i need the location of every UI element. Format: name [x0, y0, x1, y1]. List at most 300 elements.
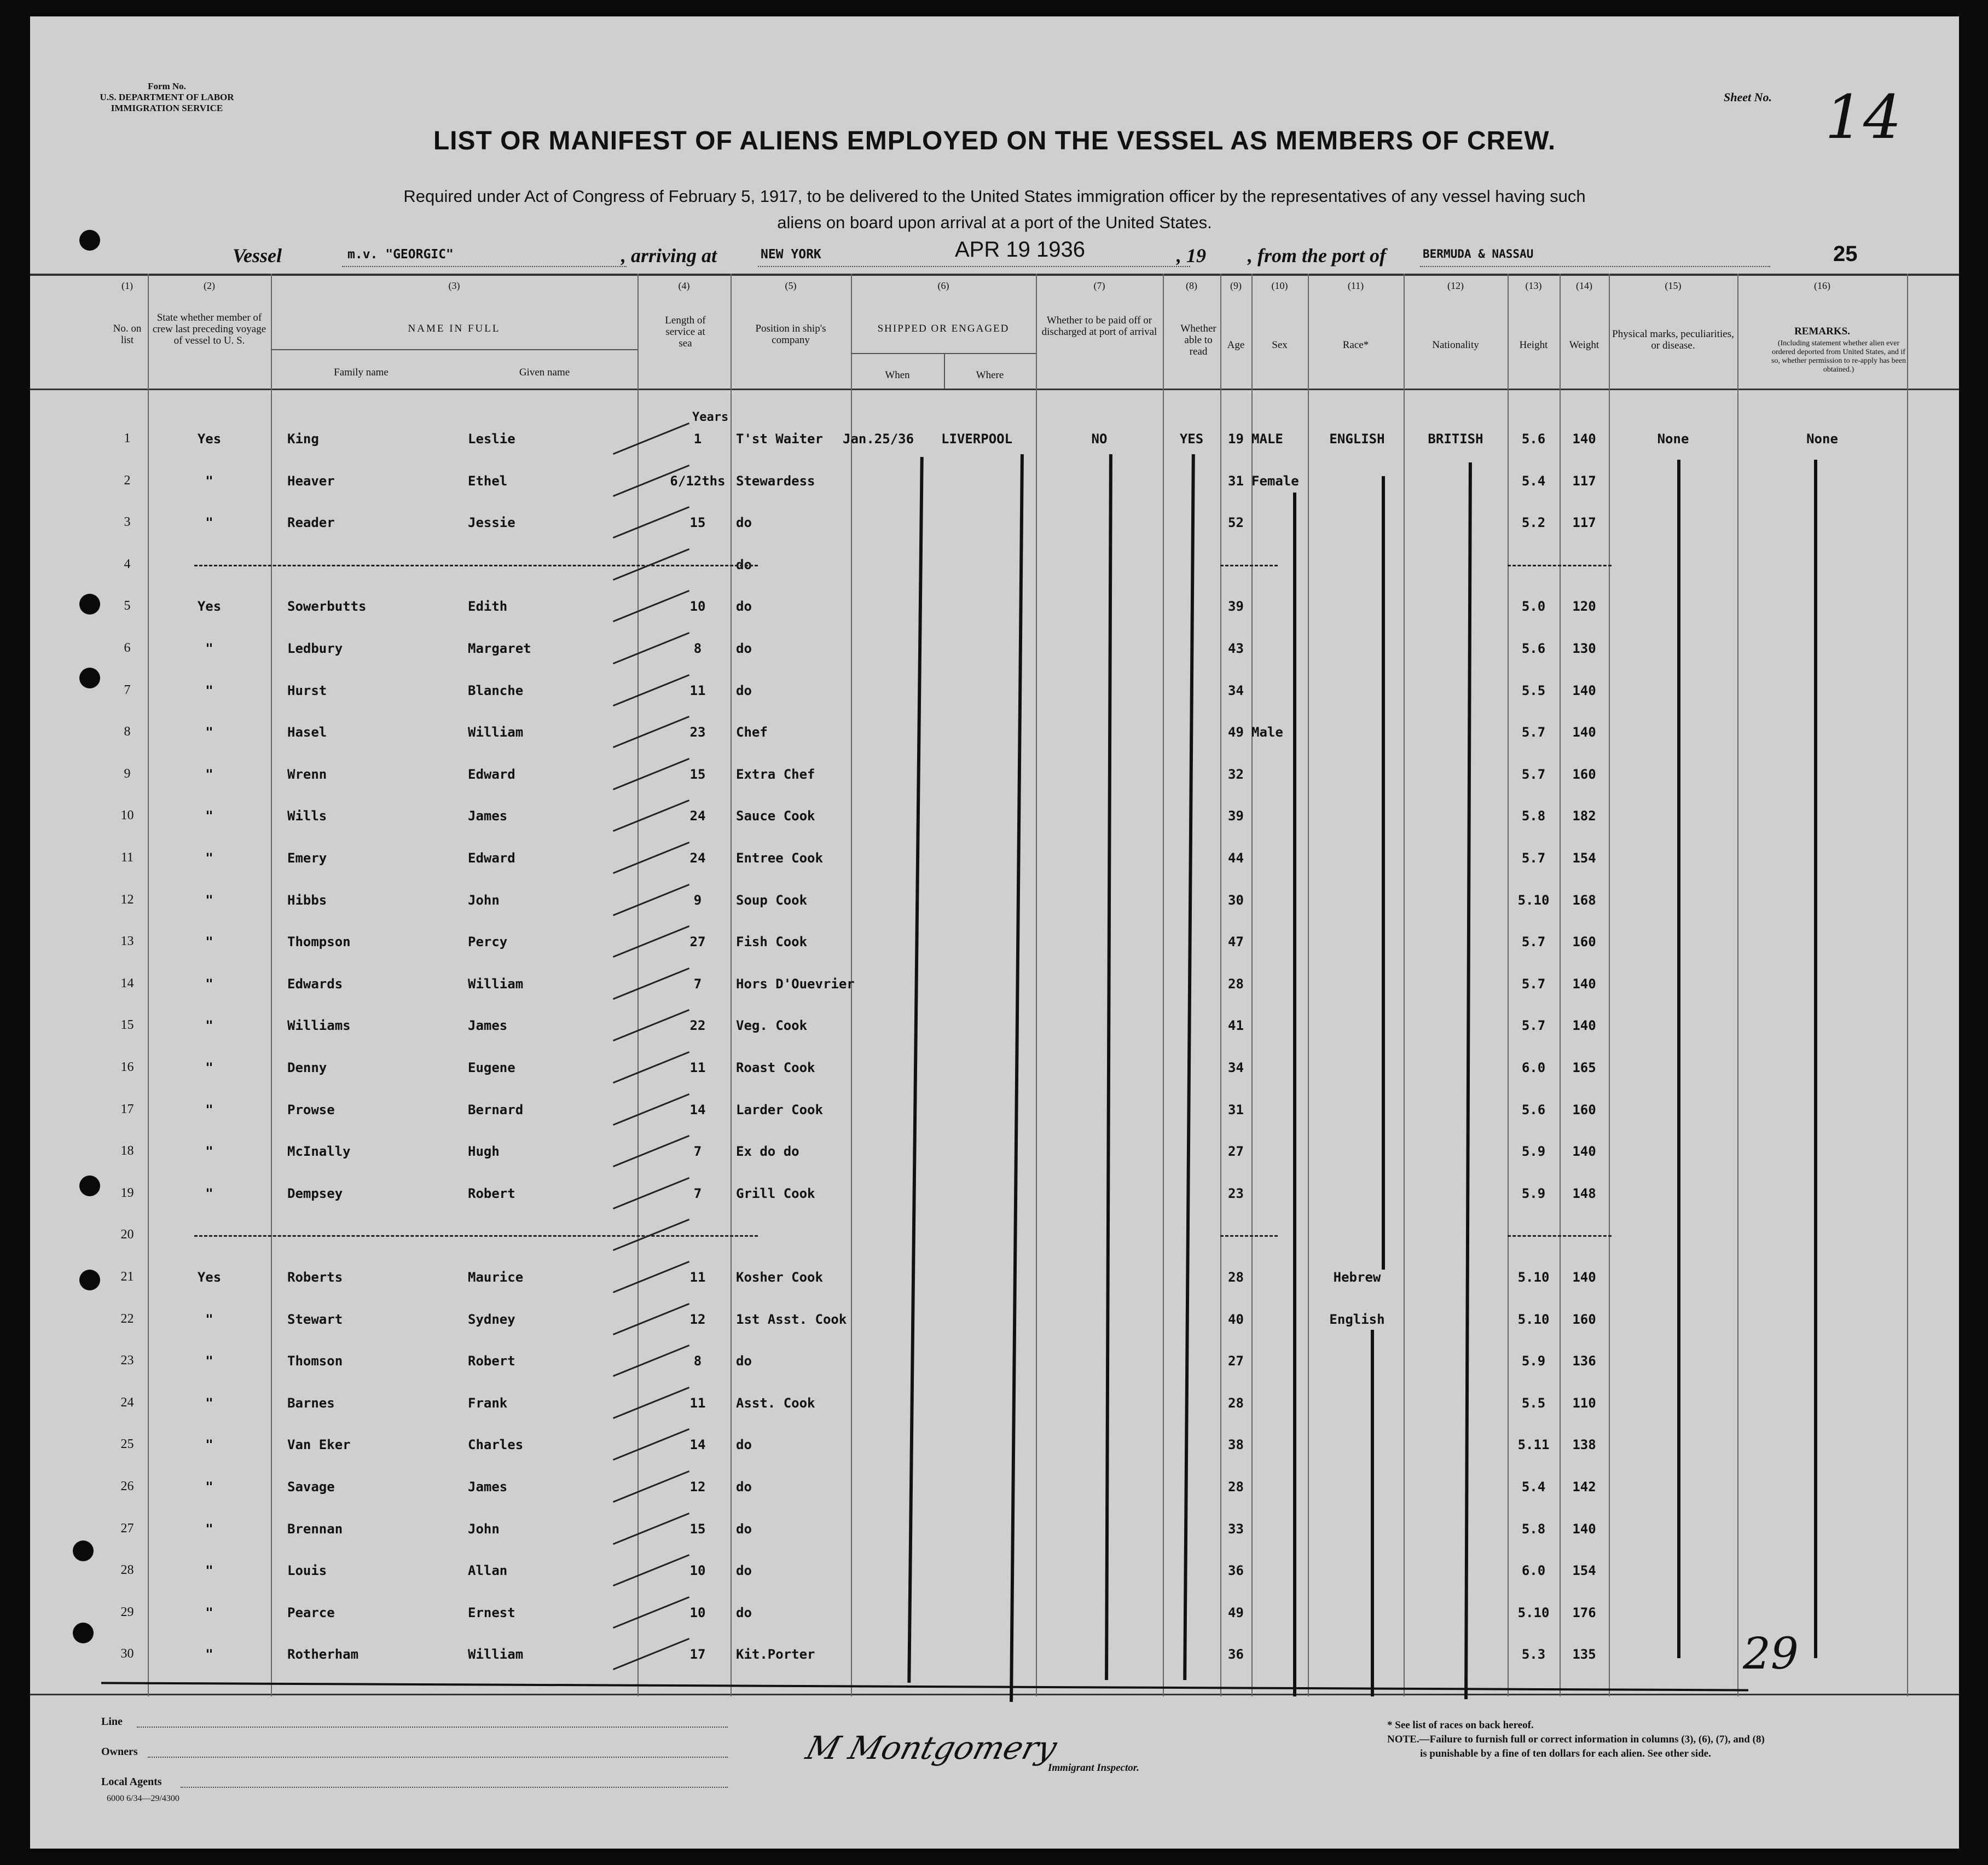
cell-given: Maurice [468, 1270, 524, 1285]
cell-position: do [736, 1353, 752, 1369]
cell-height: 5.4 [1521, 473, 1546, 489]
cell-no: 19 [120, 1185, 134, 1200]
cell-length: 6/12ths [670, 473, 726, 489]
table-row [30, 1176, 1959, 1214]
cell-member: " [205, 725, 213, 740]
cell-position: Entree Cook [736, 850, 823, 866]
cell-weight: 182 [1572, 808, 1596, 824]
cell-family: King [287, 431, 319, 447]
cell-length: 15 [689, 766, 706, 782]
cell-member: " [205, 1185, 213, 1201]
cell-position: Larder Cook [736, 1102, 823, 1117]
table-row [30, 1386, 1959, 1424]
cell-weight: 136 [1572, 1353, 1596, 1369]
colnum: (5) [785, 280, 797, 291]
cell-weight: 160 [1572, 1102, 1596, 1117]
cell-member: " [205, 682, 213, 698]
cell-family: Hibbs [287, 892, 327, 908]
voyage-line [30, 240, 1959, 273]
table-row [30, 505, 1959, 543]
cell-height: 6.0 [1521, 1060, 1546, 1075]
cell-length: 11 [689, 1060, 706, 1075]
cell-given: Edith [468, 599, 508, 615]
cell-height: 5.2 [1521, 515, 1546, 531]
cell-family: Roberts [287, 1270, 343, 1285]
cell-sex: MALE [1251, 431, 1283, 447]
footer-notes [1387, 1718, 1765, 1761]
cell-family: Sowerbutts [287, 599, 367, 615]
cell-sex: Male [1251, 725, 1283, 740]
cell-family: Denny [287, 1060, 327, 1075]
years-label: Years [692, 410, 729, 424]
cell-height: 5.5 [1521, 682, 1546, 698]
cell-member: " [205, 1311, 213, 1327]
cell-no: 7 [124, 682, 131, 697]
cell-nationality: BRITISH [1428, 431, 1483, 447]
cell-position: Grill Cook [736, 1185, 815, 1201]
cell-no: 25 [120, 1437, 134, 1452]
cell-position: do [736, 557, 752, 572]
cell-family: Brennan [287, 1521, 343, 1537]
sheet-label: Sheet No. [1724, 90, 1772, 104]
table-row [30, 1092, 1959, 1131]
cell-member: " [205, 1563, 213, 1579]
cell-height: 5.7 [1521, 766, 1546, 782]
form-code: 6000 6/34—29/4300 [107, 1794, 179, 1803]
cell-weight: 140 [1572, 725, 1596, 740]
cell-weight: 117 [1572, 473, 1596, 489]
page-title: LIST OR MANIFEST OF ALIENS EMPLOYED ON THE VESSEL AS MEMBERS OF CREW. [433, 126, 1556, 155]
cell-length: 8 [693, 641, 702, 656]
cell-given: Ernest [468, 1605, 515, 1620]
cell-age: 34 [1228, 682, 1244, 698]
table-row [30, 1595, 1959, 1634]
subtitle-line: aliens on board upon arrival at a port of the United States. [777, 213, 1212, 232]
cell-height: 5.9 [1521, 1185, 1546, 1201]
cell-given: William [468, 725, 524, 740]
cell-height: 5.4 [1521, 1479, 1546, 1495]
colnum: (13) [1525, 280, 1542, 291]
sheet-number: 14 [1825, 82, 1902, 152]
cell-length: 8 [693, 1353, 702, 1369]
cell-length: 1 [693, 431, 702, 447]
cell-given: William [468, 976, 524, 992]
cell-position: Chef [736, 725, 768, 740]
cell-age: 28 [1228, 1395, 1244, 1411]
cell-weight: 140 [1572, 1018, 1596, 1034]
cell-length: 7 [693, 976, 702, 992]
cell-length: 11 [689, 682, 706, 698]
cell-weight: 148 [1572, 1185, 1596, 1201]
table-row [30, 966, 1959, 1005]
cell-no: 23 [120, 1353, 134, 1368]
cell-height: 5.6 [1521, 431, 1546, 447]
table-row [30, 841, 1959, 879]
cell-family: Emery [287, 850, 327, 866]
header-physical-marks: Physical marks, peculiarities, or disease. [1612, 328, 1734, 351]
arriving-label: , arriving at [621, 245, 717, 267]
cell-length: 23 [689, 725, 706, 740]
table-row [30, 631, 1959, 669]
cell-family: Savage [287, 1479, 335, 1495]
cell-position: do [736, 599, 752, 615]
cell-family: Thomson [287, 1353, 343, 1369]
cell-member: " [205, 1647, 213, 1663]
cell-family: Prowse [287, 1102, 335, 1117]
cell-no: 16 [120, 1060, 134, 1074]
header-age: Age [1227, 339, 1245, 351]
cell-age: 39 [1228, 808, 1244, 824]
cell-no: 21 [120, 1270, 134, 1284]
cell-age: 28 [1228, 976, 1244, 992]
colnum: (11) [1347, 280, 1364, 291]
cell-weight: 160 [1572, 934, 1596, 950]
cell-family: Edwards [287, 976, 343, 992]
cell-no: 27 [120, 1521, 134, 1536]
cell-age: 36 [1228, 1563, 1244, 1579]
cell-member: " [205, 515, 213, 531]
cell-length: 10 [689, 599, 706, 615]
cell-member: " [205, 766, 213, 782]
table-row [30, 589, 1959, 627]
table-row [30, 1260, 1959, 1298]
header-race: Race* [1342, 339, 1369, 351]
cell-given: Bernard [468, 1102, 524, 1117]
colnum: (14) [1576, 280, 1592, 291]
cell-age: 44 [1228, 850, 1244, 866]
vessel-label: Vessel [233, 245, 282, 267]
year-label: , 19 [1176, 245, 1206, 267]
cell-family: Thompson [287, 934, 351, 950]
cell-weight: 168 [1572, 892, 1596, 908]
cell-age: 19 [1228, 431, 1244, 447]
cell-age: 30 [1228, 892, 1244, 908]
cell-no: 20 [120, 1227, 134, 1242]
cell-height: 5.5 [1521, 1395, 1546, 1411]
cell-member: " [205, 1395, 213, 1411]
cell-position: T'st Waiter [736, 431, 823, 447]
cell-no: 15 [120, 1018, 134, 1033]
cell-race: English [1329, 1311, 1385, 1327]
cell-age: 38 [1228, 1437, 1244, 1453]
subtitle-line: Required under Act of Congress of February 5, 1917, to be delivered to the United States immigration officer by the representatives of any vessel having such [403, 187, 1586, 206]
cell-member: " [205, 1144, 213, 1160]
cell-height: 6.0 [1521, 1563, 1546, 1579]
cell-position: do [736, 515, 752, 531]
cell-no: 18 [120, 1144, 134, 1159]
cell-given: Charles [468, 1437, 524, 1453]
cell-height: 5.8 [1521, 1521, 1546, 1537]
cell-family: Ledbury [287, 641, 343, 656]
table-row [30, 1008, 1959, 1046]
cell-race: ENGLISH [1329, 431, 1385, 447]
cell-length: 24 [689, 808, 706, 824]
cell-no: 30 [120, 1647, 134, 1661]
vessel-name: m.v. "GEORGIC" [347, 247, 454, 262]
cell-given: Robert [468, 1185, 515, 1201]
colnum: (8) [1186, 280, 1197, 291]
cell-age: 52 [1228, 515, 1244, 531]
cell-position: 1st Asst. Cook [736, 1311, 847, 1327]
cell-where: LIVERPOOL [941, 431, 1013, 447]
cell-no: 8 [124, 725, 131, 739]
cell-given: Percy [468, 934, 508, 950]
cell-read: YES [1179, 431, 1204, 447]
cell-remarks: None [1806, 431, 1838, 447]
cell-height: 5.0 [1521, 599, 1546, 615]
cell-length: 24 [689, 850, 706, 866]
colnum: (3) [448, 280, 460, 291]
cell-given: Edward [468, 850, 515, 866]
header-remarks: REMARKS. [1794, 326, 1850, 337]
header-position: Position in ship's company [755, 323, 826, 346]
cell-length: 27 [689, 934, 706, 950]
cell-family: Pearce [287, 1605, 335, 1620]
header-paid-off: Whether to be paid off or discharged at port of arrival [1041, 315, 1157, 338]
cell-no: 1 [124, 431, 131, 445]
cell-weight: 120 [1572, 599, 1596, 615]
header-when: When [885, 369, 910, 381]
header-weight: Weight [1569, 339, 1599, 351]
cell-no: 11 [120, 850, 134, 865]
cell-length: 10 [689, 1563, 706, 1579]
table-row [30, 757, 1959, 795]
cell-position: do [736, 1437, 752, 1453]
cell-weight: 176 [1572, 1605, 1596, 1620]
cell-height: 5.10 [1517, 1605, 1550, 1620]
cell-age: 33 [1228, 1521, 1244, 1537]
cell-height: 5.7 [1521, 934, 1546, 950]
cell-no: 4 [124, 557, 131, 571]
header-nationality: Nationality [1432, 339, 1479, 351]
owners-label: Owners [101, 1746, 138, 1758]
cell-position: Kit.Porter [736, 1647, 815, 1663]
cell-position: do [736, 641, 752, 656]
cell-member: " [205, 892, 213, 908]
service-name: IMMIGRATION SERVICE [111, 103, 223, 113]
cell-member: " [205, 808, 213, 824]
header-given-name: Given name [519, 367, 570, 378]
cell-no: 13 [120, 934, 134, 949]
blank-dash [1508, 565, 1612, 566]
cell-weight: 160 [1572, 1311, 1596, 1327]
cell-weight: 135 [1572, 1647, 1596, 1663]
table-row [30, 1637, 1959, 1675]
cell-position: do [736, 1605, 752, 1620]
cell-height: 5.8 [1521, 808, 1546, 824]
table-row [30, 715, 1959, 753]
cell-position: Sauce Cook [736, 808, 815, 824]
colnum: (1) [121, 280, 133, 291]
table-row [30, 1343, 1959, 1382]
cell-weight: 154 [1572, 850, 1596, 866]
cell-no: 3 [124, 515, 131, 530]
cell-age: 36 [1228, 1647, 1244, 1663]
table-row [30, 421, 1959, 460]
cell-weight: 140 [1572, 431, 1596, 447]
cell-family: Hurst [287, 682, 327, 698]
cell-given: Sydney [468, 1311, 515, 1327]
cell-family: Barnes [287, 1395, 335, 1411]
cell-age: 31 [1228, 1102, 1244, 1117]
cell-member: " [205, 1102, 213, 1117]
cell-weight: 142 [1572, 1479, 1596, 1495]
cell-height: 5.11 [1517, 1437, 1550, 1453]
cell-height: 5.6 [1521, 641, 1546, 656]
cell-member: " [205, 473, 213, 489]
cell-given: John [468, 1521, 500, 1537]
cell-height: 5.10 [1517, 1311, 1550, 1327]
cell-no: 12 [120, 892, 134, 907]
blank-dash [194, 565, 758, 566]
cell-position: Extra Chef [736, 766, 815, 782]
cell-sex: Female [1251, 473, 1299, 489]
cell-no: 22 [120, 1311, 134, 1326]
cell-weight: 140 [1572, 1144, 1596, 1160]
cell-age: 40 [1228, 1311, 1244, 1327]
cell-length: 9 [693, 892, 702, 908]
cell-position: Roast Cook [736, 1060, 815, 1075]
cell-position: Hors D'Ouevrier [736, 976, 855, 992]
cell-age: 41 [1228, 1018, 1244, 1034]
cell-position: do [736, 1563, 752, 1579]
cell-member: " [205, 1018, 213, 1034]
cell-given: William [468, 1647, 524, 1663]
cell-no: 9 [124, 766, 131, 781]
from-label: , from the port of [1248, 245, 1387, 267]
departure-port: BERMUDA & NASSAU [1423, 247, 1534, 260]
cell-age: 31 [1228, 473, 1244, 489]
cell-no: 5 [124, 599, 131, 613]
cell-height: 5.10 [1517, 892, 1550, 908]
arrival-date-stamp: APR 19 1936 [955, 238, 1085, 262]
line-label: Line [101, 1716, 123, 1728]
cell-position: do [736, 682, 752, 698]
colnum: (4) [678, 280, 690, 291]
colnum: (16) [1814, 280, 1830, 291]
table-row [30, 924, 1959, 963]
table-row [30, 1427, 1959, 1466]
cell-no: 10 [120, 808, 134, 823]
local-agents-label: Local Agents [101, 1776, 162, 1788]
cell-family: Reader [287, 515, 335, 531]
cell-family: McInally [287, 1144, 351, 1160]
cell-position: Ex do do [736, 1144, 799, 1160]
inspector-label: Immigrant Inspector. [1048, 1762, 1139, 1774]
table-row [30, 1553, 1959, 1591]
table-row [30, 798, 1959, 837]
cell-weight: 140 [1572, 1270, 1596, 1285]
table-row [30, 1469, 1959, 1508]
cell-family: Van Eker [287, 1437, 351, 1453]
cell-length: 11 [689, 1395, 706, 1411]
cell-no: 2 [124, 473, 131, 488]
cell-height: 5.7 [1521, 976, 1546, 992]
cell-given: Leslie [468, 431, 515, 447]
cell-age: 47 [1228, 934, 1244, 950]
page-subtitle [30, 183, 1959, 236]
cell-given: Ethel [468, 473, 508, 489]
colnum: (15) [1665, 280, 1682, 291]
arrival-port: NEW YORK [761, 247, 821, 262]
department-name: U.S. DEPARTMENT OF LABOR [100, 92, 234, 102]
form-authority [90, 81, 244, 114]
blank-dash [1220, 1235, 1278, 1237]
cell-length: 22 [689, 1018, 706, 1034]
cell-length: 15 [689, 1521, 706, 1537]
cell-member: " [205, 934, 213, 950]
cell-member: " [205, 1521, 213, 1537]
cell-position: Kosher Cook [736, 1270, 823, 1285]
cell-position: Asst. Cook [736, 1395, 815, 1411]
cell-weight: 140 [1572, 1521, 1596, 1537]
cell-position: do [736, 1521, 752, 1537]
penalty-note-cont: is punishable by a fine of ten dollars for each alien. See other side. [1420, 1748, 1711, 1759]
cell-race: Hebrew [1333, 1270, 1381, 1285]
cell-member: Yes [197, 431, 222, 447]
cell-weight: 117 [1572, 515, 1596, 531]
colnum: (9) [1230, 280, 1242, 291]
cell-age: 34 [1228, 1060, 1244, 1075]
colnum: (7) [1093, 280, 1105, 291]
cell-age: 27 [1228, 1144, 1244, 1160]
cell-no: 24 [120, 1395, 134, 1410]
cell-member: " [205, 1605, 213, 1620]
cell-length: 7 [693, 1185, 702, 1201]
cell-age: 49 [1228, 725, 1244, 740]
cell-family: Wills [287, 808, 327, 824]
cell-given: James [468, 1479, 508, 1495]
cell-given: Jessie [468, 515, 515, 531]
blank-dash [1220, 565, 1278, 566]
cell-member: " [205, 976, 213, 992]
table-row [30, 1302, 1959, 1340]
cell-no: 29 [120, 1605, 134, 1619]
colnum: (2) [204, 280, 215, 291]
cell-given: James [468, 808, 508, 824]
cell-given: Hugh [468, 1144, 500, 1160]
header-shipped-engaged: SHIPPED OR ENGAGED [877, 323, 1010, 334]
cell-position: Soup Cook [736, 892, 808, 908]
penalty-note: NOTE.—Failure to furnish full or correct information in columns (3), (6), (7), and (8) [1387, 1734, 1765, 1745]
cell-weight: 140 [1572, 682, 1596, 698]
header-where: Where [976, 369, 1004, 381]
cell-member: " [205, 1437, 213, 1453]
table-row [30, 547, 1959, 586]
cell-position: do [736, 1479, 752, 1495]
header-height: Height [1519, 339, 1548, 351]
blank-dash [194, 1235, 758, 1237]
cell-member: " [205, 641, 213, 656]
cell-given: Eugene [468, 1060, 515, 1075]
table-row [30, 1218, 1959, 1256]
cell-member: Yes [197, 599, 222, 615]
cell-length: 17 [689, 1647, 706, 1663]
cell-given: Robert [468, 1353, 515, 1369]
cell-member: " [205, 1353, 213, 1369]
cell-age: 39 [1228, 599, 1244, 615]
cell-height: 5.9 [1521, 1144, 1546, 1160]
cell-family: Hasel [287, 725, 327, 740]
table-row [30, 1511, 1959, 1550]
cell-given: Blanche [468, 682, 524, 698]
cell-no: 28 [120, 1563, 134, 1578]
manifest-sheet [30, 16, 1959, 1849]
cell-position: Veg. Cook [736, 1018, 808, 1034]
cell-no: 14 [120, 976, 134, 991]
cell-given: Frank [468, 1395, 508, 1411]
cell-weight: 165 [1572, 1060, 1596, 1075]
